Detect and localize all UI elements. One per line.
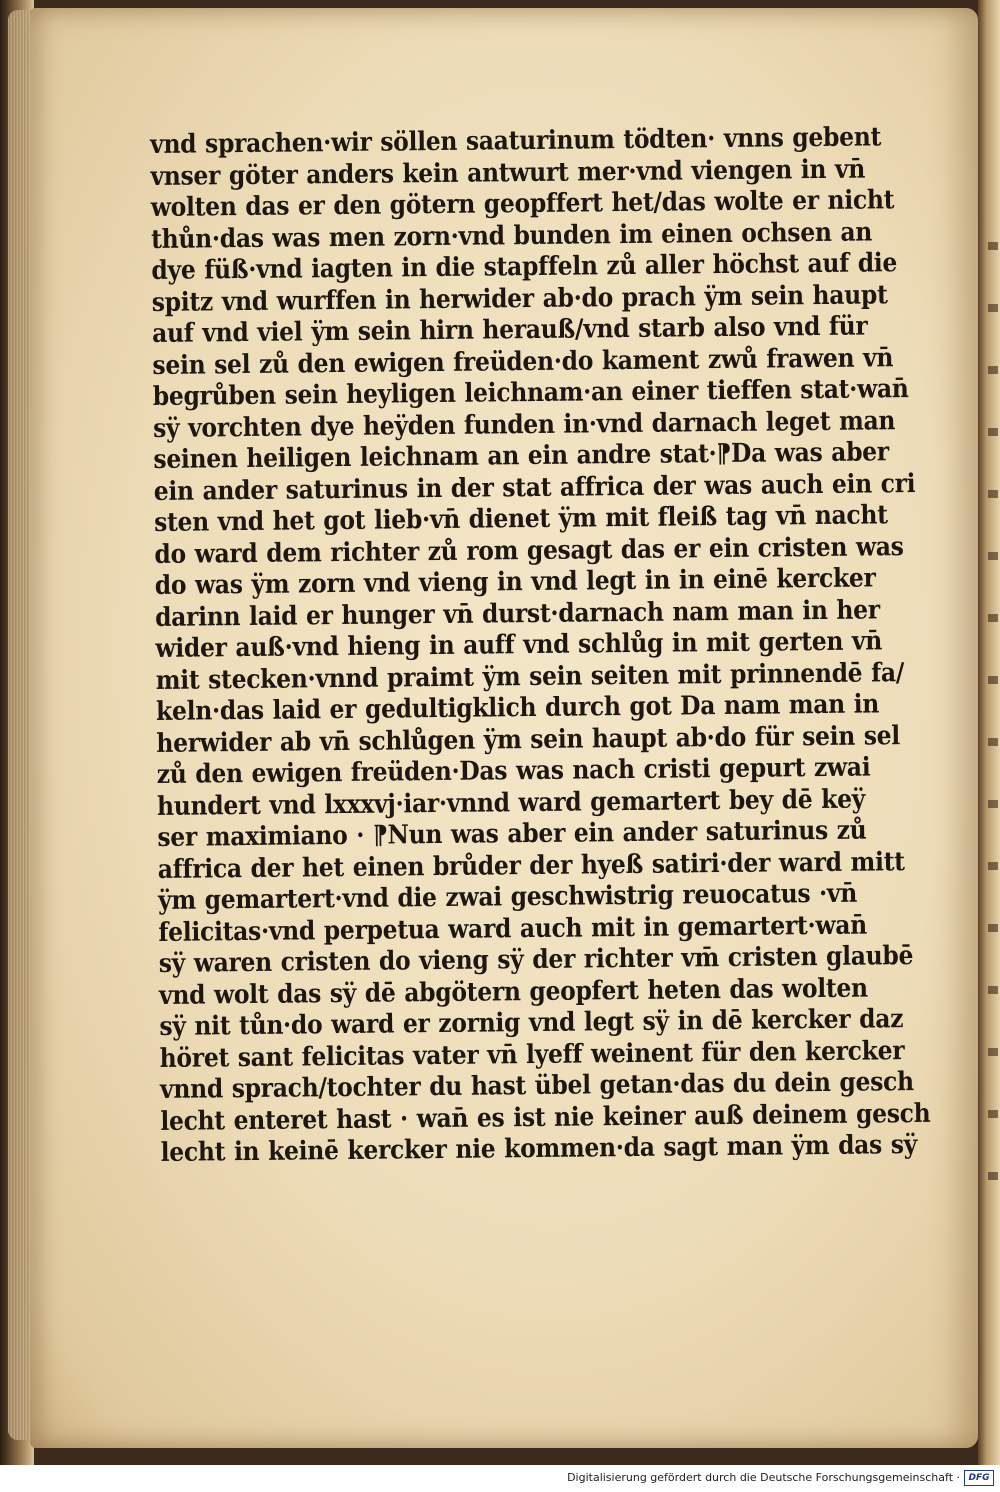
text-line: darinn laid er hunger vn̄ durst·darnach nam man in her [154, 594, 880, 633]
text-line: affrica der het einen brůder der hyeß satiri·der ward mitt [157, 846, 905, 885]
text-line: sten vnd het got lieb·vn̄ dienet ÿm mit fleiß tag vn̄ nacht [153, 500, 888, 538]
text-line: sÿ nit tůn·do ward er zornig vnd legt sÿ in dē kercker daz [159, 1004, 904, 1042]
text-line: spitz vnd wurffen in herwider ab·do prach ÿm sein haupt [151, 279, 888, 318]
text-line: sein sel zů den ewigen freüden·do kament zwů frawen vn̄ [152, 342, 894, 381]
text-line: auf vnd viel ÿm sein hirn herauß/vnd starb also vnd für [151, 311, 868, 349]
facing-page-text-marks [988, 220, 998, 1220]
text-line: vnnd sprach/tochter du hast übel getan·das du dein gesch [159, 1067, 914, 1105]
text-line: herwider ab vn̄ schlůgen ÿm sein haupt ab·do für sein sel [156, 720, 901, 759]
funding-credit: Digitalisierung gefördert durch die Deutsche Forschungsgemeinschaft · [567, 1471, 960, 1484]
page-text-block [150, 122, 931, 1169]
text-line: höret sant felicitas vater vn̄ lyeff weinent für den kercker [159, 1035, 905, 1074]
text-line: do was ÿm zorn vnd vieng in vnd legt in in einē kercker [154, 563, 876, 601]
text-line: lecht enteret hast · wan̄ es ist nie keiner auß deinem gesch [160, 1098, 931, 1137]
text-line: seinen heiligen leichnam an ein andre stat·⁋Da was aber [153, 437, 890, 475]
text-line: do ward dem richter zů rom gesagt das er ein cristen was [154, 531, 904, 570]
text-line: lecht in keinē kercker nie kommen·da sagt man ÿm das sÿ [160, 1130, 918, 1168]
text-line: zů den ewigen freüden·Das was nach cristi gepurt zwai [156, 752, 871, 790]
text-line: ein ander saturinus in der stat affrica der was auch ein cri [153, 468, 916, 507]
text-line: sÿ vorchten dye heÿden funden in·vnd darnach leget man [152, 405, 896, 444]
dfg-logo: DFG [964, 1470, 994, 1486]
text-line: wolten das er den götern geopffert het/das wolte er nicht [150, 185, 895, 223]
text-line: vnd wolt das sÿ dē abgötern geopfert heten das wolten [158, 973, 868, 1011]
text-line: felicitas·vnd perpetua ward auch mit in gemartert·wan̄ [158, 910, 868, 948]
text-line: begrůben sein heyligen leichnam·an einer tieffen stat·wan̄ [152, 374, 909, 412]
text-line: vnd sprachen·wir söllen saaturinum tödten· vnns gebent [150, 122, 882, 160]
text-line: ser maximiano · ⁋Nun was aber ein ander saturinus zů [157, 815, 867, 853]
footer-bar [0, 1465, 1000, 1492]
text-line: dye füß·vnd iagten in die stapffeln zů aller höchst auf die [151, 248, 898, 286]
text-line: ÿm gemartert·vnd die zwai geschwistrig reuocatus ·vn̄ [157, 878, 858, 916]
text-line: vnser göter anders kein antwurt mer·vnd viengen in vn̄ [150, 154, 866, 192]
text-line: keln·das laid er gedultigklich durch got Da nam man in [155, 689, 880, 727]
text-line: sÿ waren cristen do vieng sÿ der richter vm̄ cristen glaubē [158, 941, 914, 979]
text-line: hundert vnd lxxxvj·iar·vnnd ward gemartert bey dē keÿ [156, 784, 866, 822]
text-line: wider auß·vnd hieng in auff vnd schlůg in mit gerten vn̄ [155, 626, 883, 664]
text-line: thůn·das was men zorn·vnd bunden im einen ochsen an [150, 216, 873, 255]
text-line: mit stecken·vnnd praimt ÿm sein seiten mit prinnendē fa/ [155, 657, 905, 696]
